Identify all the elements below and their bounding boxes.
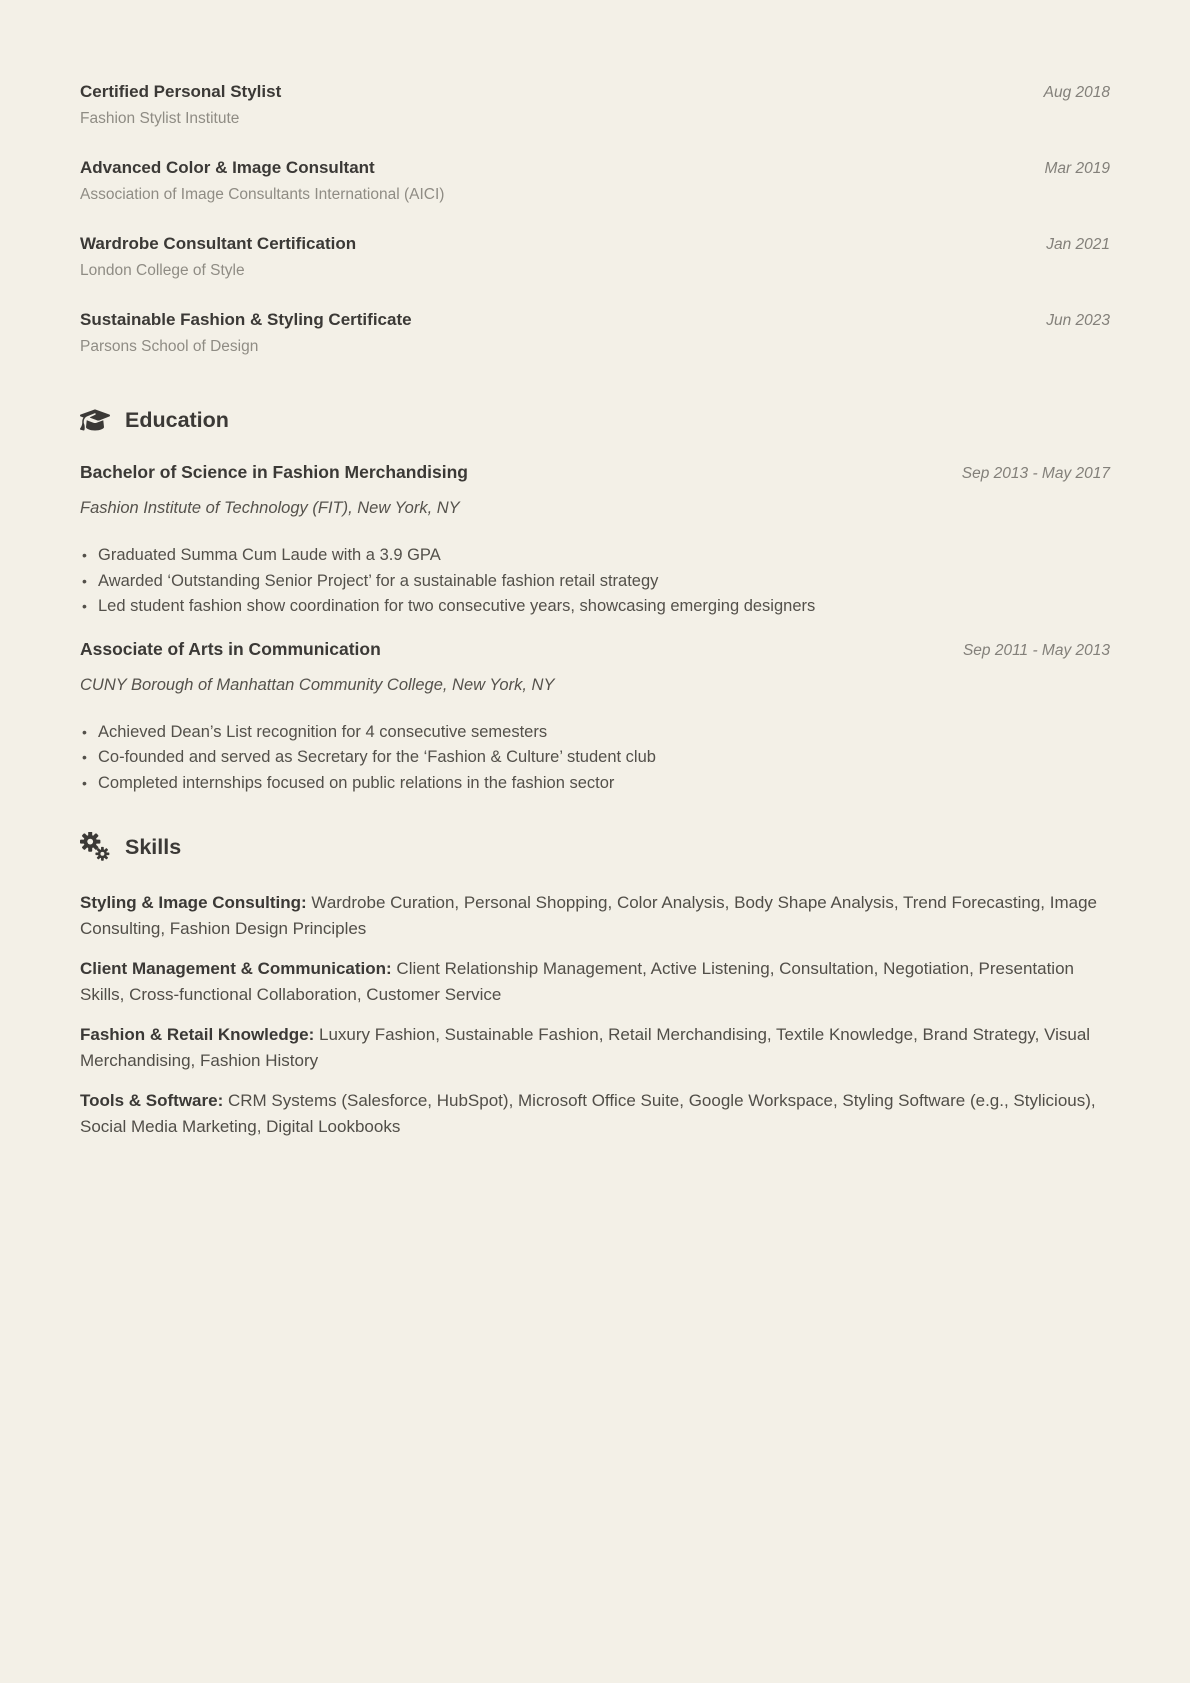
skills-heading bbox=[80, 832, 1110, 862]
skill-category-label: Styling & Image Consulting: bbox=[80, 893, 307, 912]
skill-category bbox=[80, 1022, 1110, 1073]
certification-item bbox=[80, 155, 1110, 208]
education-bullet: • Completed internships focused on public relations in the fashion sector bbox=[80, 771, 1110, 797]
certification-header-row bbox=[80, 307, 1110, 334]
skill-category-label: Fashion & Retail Knowledge: bbox=[80, 1025, 315, 1044]
degree-header-row bbox=[80, 636, 1110, 664]
education-heading-label: Education bbox=[125, 408, 229, 432]
certification-issuer: Fashion Stylist Institute bbox=[80, 110, 240, 127]
gears-icon bbox=[80, 832, 110, 862]
skill-category-items: CRM Systems (Salesforce, HubSpot), Microsoft Office Suite, Google Workspace, Styling Software (e.g., Stylicious), Social Media Marketing, Digital Lookbooks bbox=[80, 1091, 1096, 1136]
certification-date: Mar 2019 bbox=[1044, 160, 1110, 177]
education-entry bbox=[80, 459, 1110, 620]
skill-category-label: Client Management & Communication: bbox=[80, 959, 392, 978]
degree-title: Bachelor of Science in Fashion Merchandising bbox=[80, 462, 468, 482]
skills-section bbox=[80, 832, 1110, 1139]
certification-header-row bbox=[80, 155, 1110, 182]
certification-item bbox=[80, 79, 1110, 132]
education-heading bbox=[80, 405, 1110, 435]
education-bullet: • Graduated Summa Cum Laude with a 3.9 GPA bbox=[80, 543, 1110, 569]
certification-date: Jan 2021 bbox=[1046, 236, 1110, 253]
certifications-section bbox=[80, 79, 1110, 360]
degree-dates: Sep 2011 - May 2013 bbox=[962, 641, 1110, 659]
skills-heading-label: Skills bbox=[125, 835, 182, 859]
education-bullet: • Achieved Dean’s List recognition for 4 consecutive semesters bbox=[80, 720, 1110, 746]
skill-category-label: Tools & Software: bbox=[80, 1091, 224, 1110]
certification-header-row bbox=[80, 231, 1110, 258]
education-bullet-list bbox=[80, 720, 1110, 797]
institution-name: CUNY Borough of Manhattan Community College, New York, NY bbox=[80, 675, 555, 694]
education-bullet: • Co-founded and served as Secretary for the ‘Fashion & Culture’ student club bbox=[80, 745, 1110, 771]
education-bullet: • Led student fashion show coordination for two consecutive years, showcasing emerging designers bbox=[80, 594, 1110, 620]
education-entry bbox=[80, 636, 1110, 797]
skill-category bbox=[80, 890, 1110, 941]
graduation-cap-icon bbox=[80, 407, 110, 433]
education-bullet-list bbox=[80, 543, 1110, 620]
degree-header-row bbox=[80, 459, 1110, 487]
skill-category-items: Wardrobe Curation, Personal Shopping, Color Analysis, Body Shape Analysis, Trend Forecasting, Image Consulting, Fashion Design Principles bbox=[80, 893, 1097, 938]
education-bullet: • Awarded ‘Outstanding Senior Project’ for a sustainable fashion retail strategy bbox=[80, 569, 1110, 595]
skill-category-items: Client Relationship Management, Active Listening, Consultation, Negotiation, Presentation Skills, Cross-functional Collaboration, Customer Service bbox=[80, 959, 1074, 1004]
certification-issuer: London College of Style bbox=[80, 262, 245, 279]
institution-name: Fashion Institute of Technology (FIT), New York, NY bbox=[80, 499, 460, 517]
certification-item bbox=[80, 231, 1110, 284]
certification-title: Sustainable Fashion & Styling Certificate bbox=[80, 310, 412, 329]
skill-category bbox=[80, 956, 1110, 1007]
certification-date: Aug 2018 bbox=[1043, 84, 1110, 101]
certification-title: Certified Personal Stylist bbox=[80, 82, 282, 101]
certification-issuer: Parsons School of Design bbox=[80, 338, 259, 355]
certification-header-row bbox=[80, 79, 1110, 106]
skill-category-items: Luxury Fashion, Sustainable Fashion, Retail Merchandising, Textile Knowledge, Brand Strategy, Visual Merchandising, Fashion History bbox=[80, 1025, 1091, 1070]
degree-title: Associate of Arts in Communication bbox=[80, 638, 381, 659]
certification-issuer: Association of Image Consultants International (AICI) bbox=[80, 186, 445, 203]
certification-item bbox=[80, 307, 1110, 360]
certification-title: Advanced Color & Image Consultant bbox=[80, 158, 375, 177]
certification-title: Wardrobe Consultant Certification bbox=[80, 234, 357, 253]
degree-dates: Sep 2013 - May 2017 bbox=[961, 465, 1110, 482]
education-section bbox=[80, 405, 1110, 796]
skill-category bbox=[80, 1088, 1110, 1139]
certification-date: Jun 2023 bbox=[1046, 312, 1110, 329]
